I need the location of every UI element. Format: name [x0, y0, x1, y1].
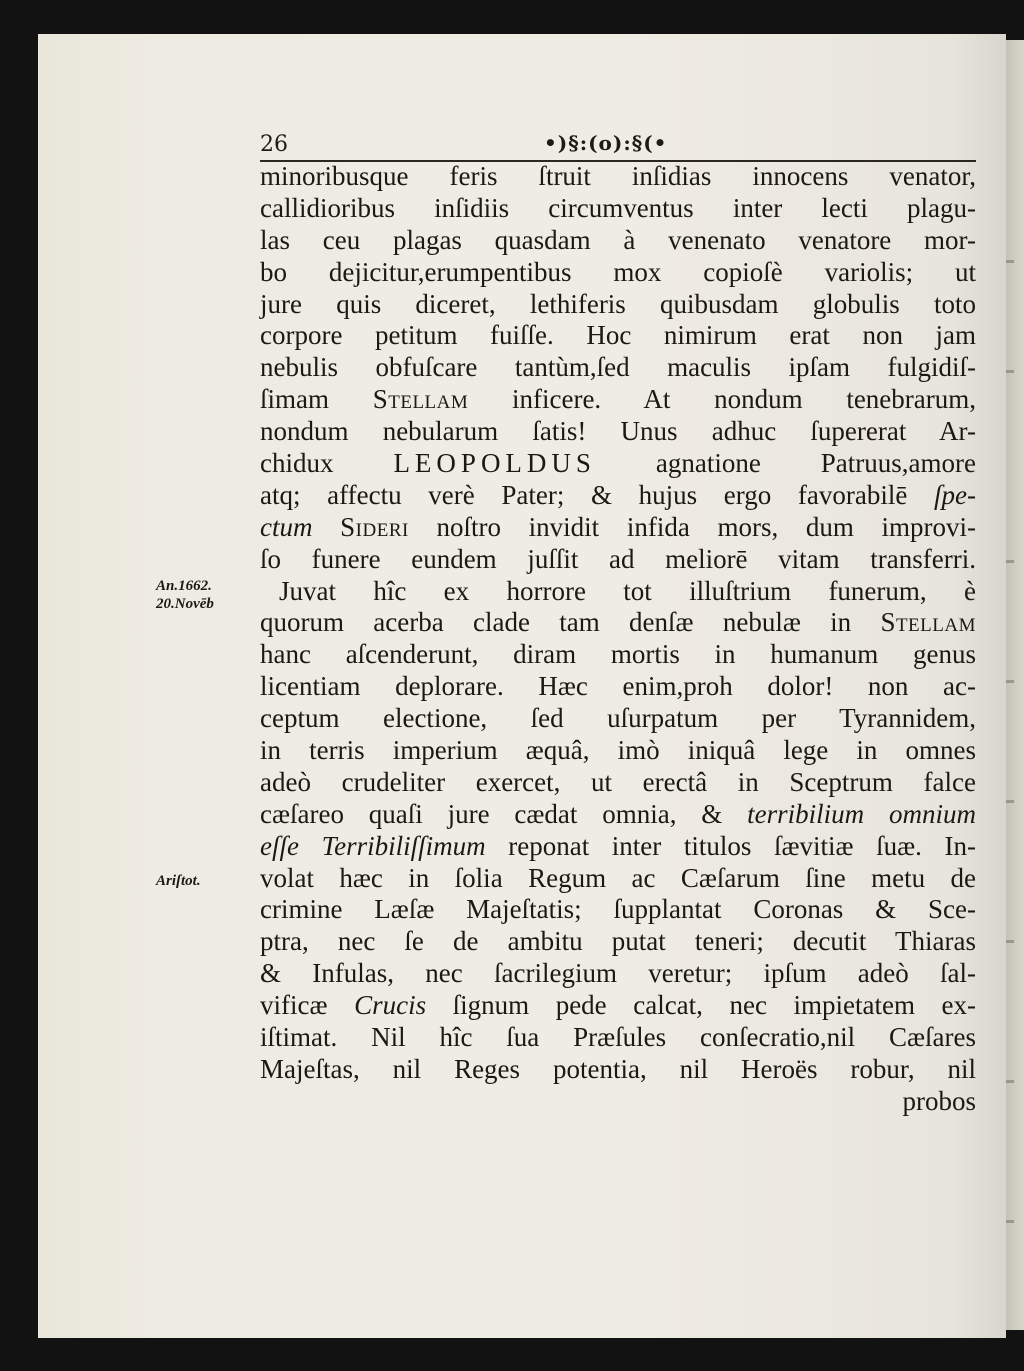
body-text	[260, 161, 976, 1118]
text-line: ptra, nec ſe de ambitu putat teneri; decutit Thiaras	[260, 926, 976, 957]
text-line	[260, 448, 976, 480]
margin-note-date	[156, 577, 214, 613]
text-fragment: noſtro invidit infida mors, dum improvi-	[436, 511, 977, 542]
text-line	[260, 384, 976, 416]
text-line	[260, 990, 976, 1022]
text-line: in terris imperium æquâ, imò iniquâ lege in omnes	[260, 735, 976, 766]
italic-fragment: ſpe-	[934, 479, 976, 510]
text-line: jure quis diceret, lethiferis quibusdam globulis toto	[260, 288, 976, 319]
text-line: las ceu plagas quasdam à venenato venatore mor-	[260, 224, 976, 255]
text-line: adeò crudeliter exercet, ut erectâ in Sceptrum falce	[260, 766, 976, 797]
text-line	[260, 512, 976, 544]
text-line: callidioribus inſidiis circumventus inter lecti plagu-	[260, 192, 976, 223]
text-fragment: quorum acerba clade tam denſæ nebulæ in	[260, 607, 852, 638]
small-caps-word: Stellam	[372, 384, 469, 415]
text-fragment: inficere. At nondum tenebrarum,	[512, 384, 977, 415]
text-line	[260, 831, 976, 863]
italic-fragment: Crucis	[354, 990, 427, 1021]
text-line: iſtimat. Nil hîc ſua Præſules conſecratio,nil Cæſares	[260, 1022, 976, 1053]
catchword: probos	[902, 1085, 976, 1116]
text-line	[260, 480, 976, 512]
text-fragment: ſimam	[260, 384, 329, 415]
text-line: licentiam deplorare. Hæc enim,proh dolor! non ac-	[260, 671, 976, 702]
margin-note-source: Ariſtot.	[156, 873, 201, 889]
text-fragment: ſignum pede calcat, nec impietatem ex-	[452, 990, 976, 1021]
text-line: minoribusque feris ſtruit inſidias innocens venator,	[260, 161, 976, 191]
text-line: Majeſtas, nil Reges potentia, nil Heroës robur, nil	[260, 1053, 976, 1084]
text-line: ſo funere eundem juſſit ad meliorē vitam transferri.	[260, 543, 976, 574]
text-fragment: cæſareo quaſi jure cædat omnia, &	[260, 798, 723, 829]
text-fragment: agnatione Patruus,amore	[655, 448, 976, 479]
page-number: 26	[260, 132, 288, 157]
text-line: corpore petitum fuiſſe. Hoc nimirum erat non jam	[260, 320, 976, 351]
text-line: nebulis obfuſcare tantùm,ſed maculis ipſam fulgidiſ-	[260, 352, 976, 383]
header-ornament: •)§:(o):§(•	[544, 131, 668, 155]
italic-fragment: eſſe Terribiliſſimum	[260, 830, 486, 861]
text-fragment: chidux	[260, 448, 334, 479]
text-fragment: atq; affectu verè Pater; & hujus ergo favorabilē	[260, 479, 908, 510]
text-line: nondum nebularum ſatis! Unus adhuc ſupererat Ar-	[260, 416, 976, 447]
text-line	[260, 607, 976, 639]
small-caps-word: Sideri	[340, 511, 409, 542]
text-line: volat hæc in ſolia Regum ac Cæſarum ſine metu de	[260, 862, 976, 893]
text-line: & Infulas, nec ſacrilegium veretur; ipſum adeò ſal-	[260, 958, 976, 989]
small-caps-word: Stellam	[880, 607, 976, 638]
text-line: bo dejicitur,erumpentibus mox copioſè variolis; ut	[260, 256, 976, 287]
text-line: ceptum electione, ſed uſurpatum per Tyrannidem,	[260, 703, 976, 734]
text-fragment: vificæ	[260, 990, 328, 1021]
italic-fragment: terribilium omnium	[747, 798, 976, 829]
margin-note-day: 20.Novēb	[156, 596, 214, 612]
text-line: crimine Læſæ Majeſtatis; ſupplantat Coronas & Sce-	[260, 894, 976, 925]
text-fragment: reponat inter titulos ſævitiæ ſuæ. In-	[508, 830, 976, 861]
text-line: Juvat hîc ex horrore tot illuſtrium funerum, è	[279, 575, 976, 606]
margin-note-year: An.1662.	[156, 578, 212, 594]
running-header	[260, 132, 976, 162]
text-line: hanc aſcenderunt, diram mortis in humanum genus	[260, 639, 976, 670]
italic-fragment: ctum	[260, 511, 313, 542]
spaced-name: LEOPOLDUS	[393, 448, 596, 479]
text-line	[260, 799, 976, 831]
